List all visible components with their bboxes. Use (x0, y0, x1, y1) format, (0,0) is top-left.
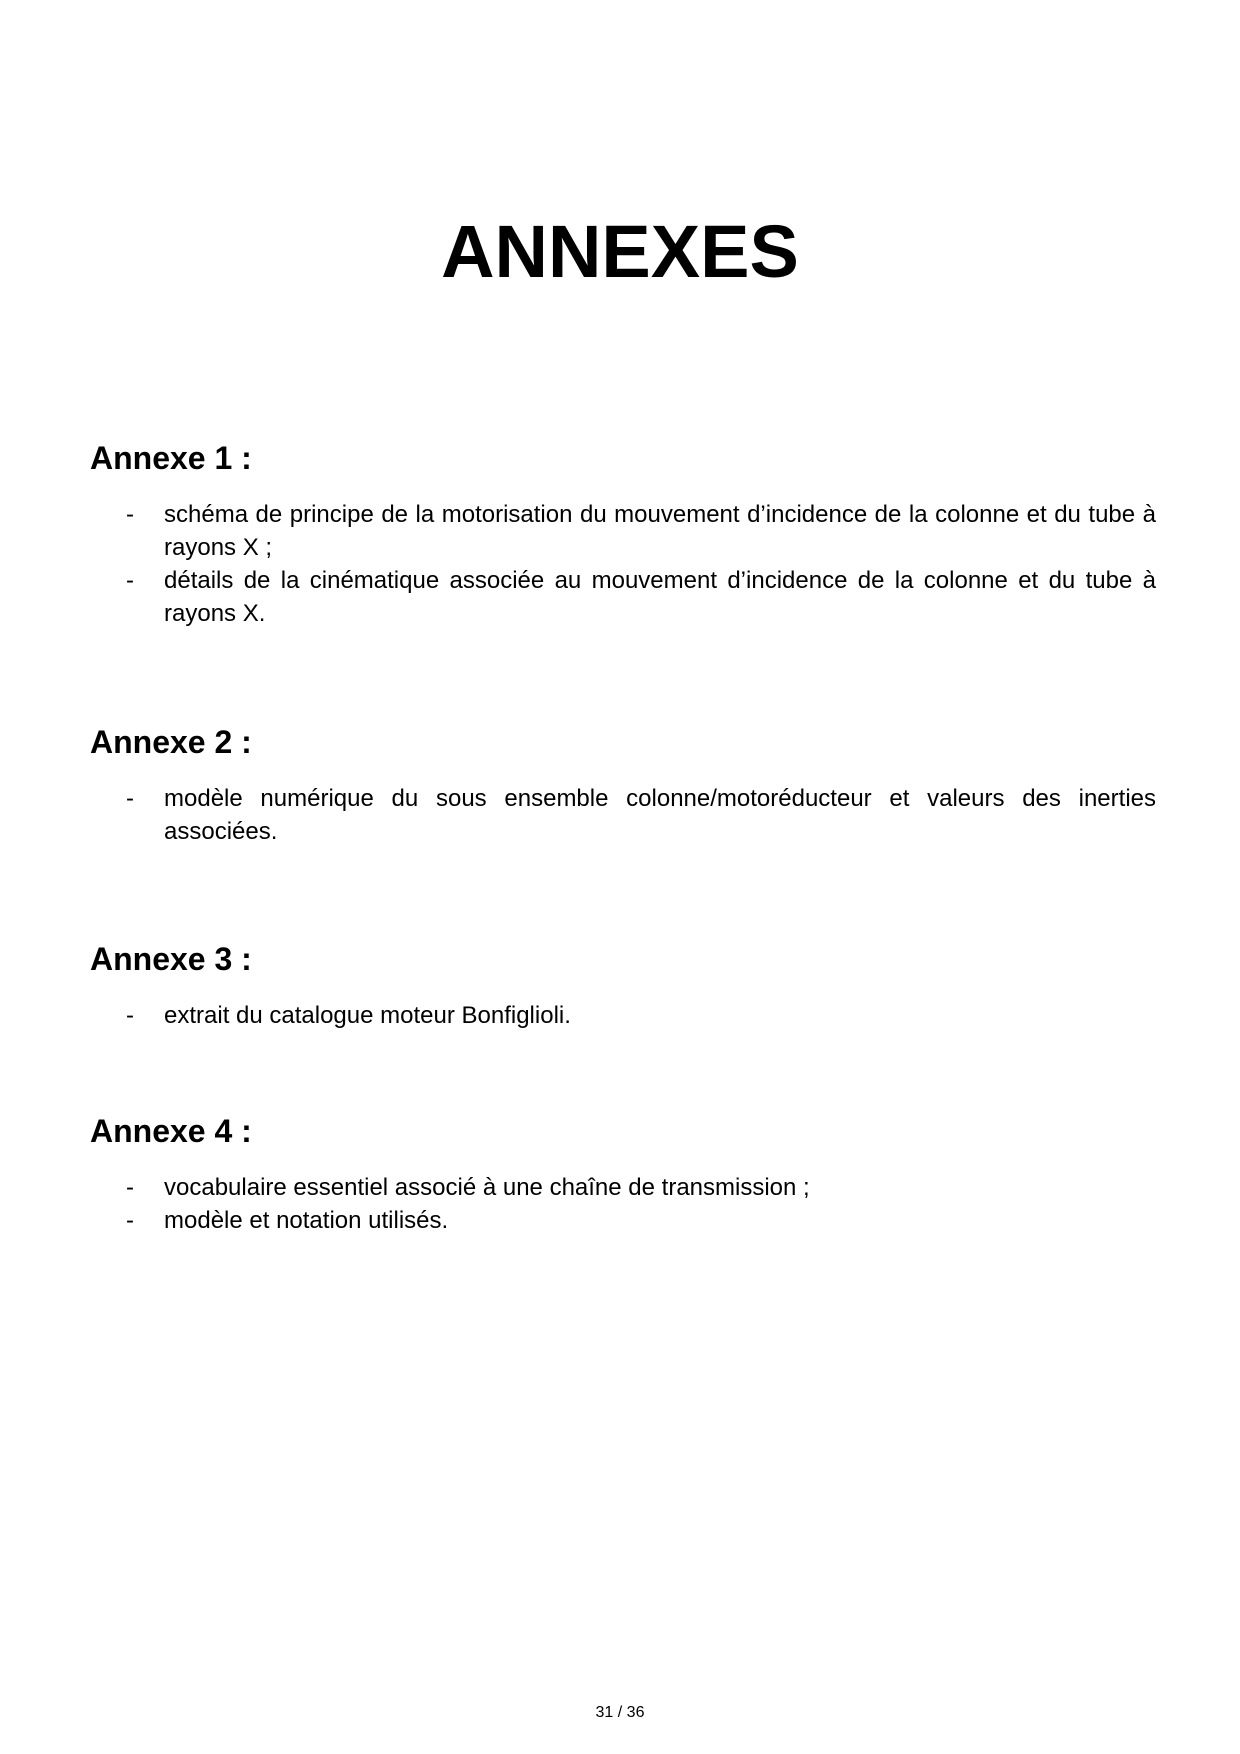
annex-2-heading: Annexe 2 : (90, 724, 252, 760)
list-item-text: modèle numérique du sous ensemble colonne/motoréducteur et valeurs des inerties associées. (164, 785, 1156, 845)
bullet-dash: - (126, 1002, 134, 1029)
annex-1-list (90, 498, 1156, 630)
list-item-text: schéma de principe de la motorisation du mouvement d’incidence de la colonne et du tube à rayons X ; (164, 501, 1156, 561)
annex-4-heading: Annexe 4 : (90, 1113, 252, 1149)
annex-4-section (90, 1111, 1156, 1237)
bullet-dash: - (126, 567, 134, 594)
annex-2-list (90, 782, 1156, 848)
list-item (90, 564, 1156, 630)
annex-3-list (90, 999, 1156, 1032)
bullet-dash: - (126, 785, 134, 812)
list-item-text: vocabulaire essentiel associé à une chaîne de transmission ; (164, 1174, 810, 1201)
bullet-dash: - (126, 1174, 134, 1201)
list-item (90, 999, 1156, 1032)
list-item (90, 1171, 1156, 1204)
list-item-text: modèle et notation utilisés. (164, 1207, 449, 1234)
page-title: ANNEXES (441, 210, 799, 293)
annex-1-section (90, 438, 1156, 630)
annex-3-section (90, 939, 1156, 1032)
page-number: 31 / 36 (595, 1704, 645, 1721)
list-item (90, 782, 1156, 848)
list-item-text: détails de la cinématique associée au mouvement d’incidence de la colonne et du tube à rayons X. (164, 567, 1156, 627)
list-item (90, 1204, 1156, 1237)
list-item (90, 498, 1156, 564)
bullet-dash: - (126, 501, 134, 528)
annex-4-list (90, 1171, 1156, 1237)
annex-2-section (90, 722, 1156, 848)
bullet-dash: - (126, 1207, 134, 1234)
list-item-text: extrait du catalogue moteur Bonfiglioli. (164, 1002, 571, 1029)
annex-3-heading: Annexe 3 : (90, 941, 252, 977)
annex-1-heading: Annexe 1 : (90, 440, 252, 476)
